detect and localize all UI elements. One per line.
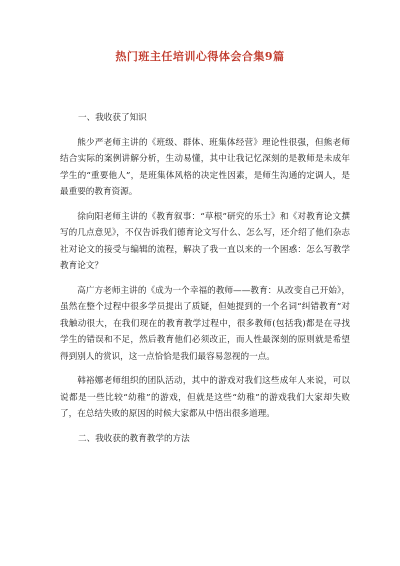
document-body: [60, 110, 350, 447]
section-heading-2: 二、我收获的教育教学的方法: [78, 433, 190, 444]
paragraph: 高广方老师主讲的《成为一个幸福的教师——教育：从改变自己开始》，虽然在整个过程中很多学员提出了质疑，但她提到的一个名词“纠错教育”对我触动很大，在我们现在的教育教学过程中，很多教师(包括我)都是在寻找学生的错误和不足，然后教育他们必须改正，而人性最深刻的原则就是希望得到别人的赏识，这一点恰恰是我们最容易忽视的一点。: [60, 285, 350, 362]
paragraph: 徐向阳老师主讲的《教育叙事：“草根”研究的乐士》和《对教育论文撰写的几点意见》，不仅告诉我们德育论文写什么、怎么写，还介绍了他们杂志社对论文的接受与编辑的流程，解决了我一直以来的一个困惑：怎么写教学教育论文？: [60, 211, 350, 271]
document-title: 热门班主任培训心得体会合集9篇: [115, 50, 285, 63]
section-heading-1: 一、我收获了知识: [78, 113, 147, 123]
paragraph: 熊少严老师主讲的《班级、群体、班集体经营》理论性很强，但熊老师结合实际的案例讲解分析，生动易懂，其中让我记忆深刻的是教师是未成年学生的“重要他人”，是班集体风格的决定性因素，是师生沟通的定调人，是最重要的教育资源。: [60, 137, 350, 197]
paragraph: 韩裕娜老师组织的团队活动，其中的游戏对我们这些成年人来说，可以说都是一些比较“幼稚”的游戏，但就是这些“幼稚”的游戏我们大家却失败了，在总结失败的原因的时候大家都从中悟出很多道理。: [60, 376, 350, 419]
